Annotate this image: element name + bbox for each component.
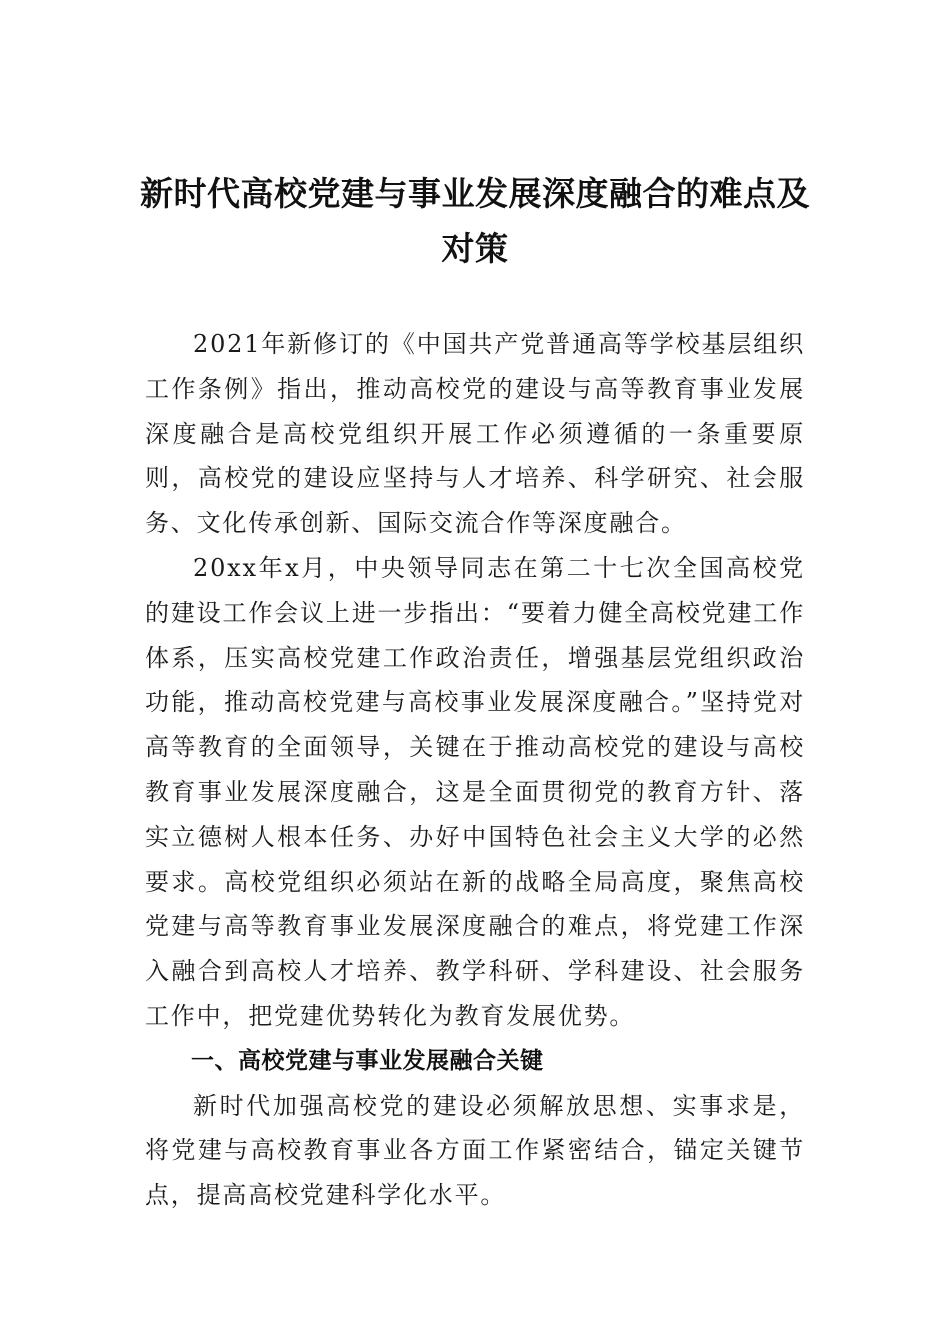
context-paragraph: 20xx年x月，中央领导同志在第二十七次全国高校党的建设工作会议上进一步指出：“要着力健全高校党建工作体系，压实高校党建工作政治责任，增强基层党组织政治功能，推动高校党建与高校事业发展深度融合。”坚持党对高等教育的全面领导，关键在于推动高校党的建设与高校教育事业发展深度融合，这是全面贯彻党的教育方针、落实立德树人根本任务、办好中国特色社会主义大学的必然要求。高校党组织必须站在新的战略全局高度，聚焦高校党建与高等教育事业发展深度融合的难点，将党建工作深入融合到高校人才培养、教学科研、学科建设、社会服务工作中，把党建优势转化为教育发展优势。	[145, 553, 805, 1030]
document-title: 新时代高校党建与事业发展深度融合的难点及对策	[140, 174, 810, 268]
intro-paragraph: 2021年新修订的《中国共产党普通高等学校基层组织工作条例》指出，推动高校党的建设与高等教育事业发展深度融合是高校党组织开展工作必须遵循的一条重要原则，高校党的建设应坚持与人才培养、科学研究、社会服务、文化传承创新、国际交流合作等深度融合。	[145, 330, 805, 538]
section-heading: 一、高校党建与事业发展融合关键	[191, 1047, 544, 1074]
section-paragraph: 新时代加强高校党的建设必须解放思想、实事求是，将党建与高校教育事业各方面工作紧密结合，锚定关键节点，提高高校党建科学化水平。	[145, 1091, 805, 1210]
document-body	[145, 322, 805, 1218]
